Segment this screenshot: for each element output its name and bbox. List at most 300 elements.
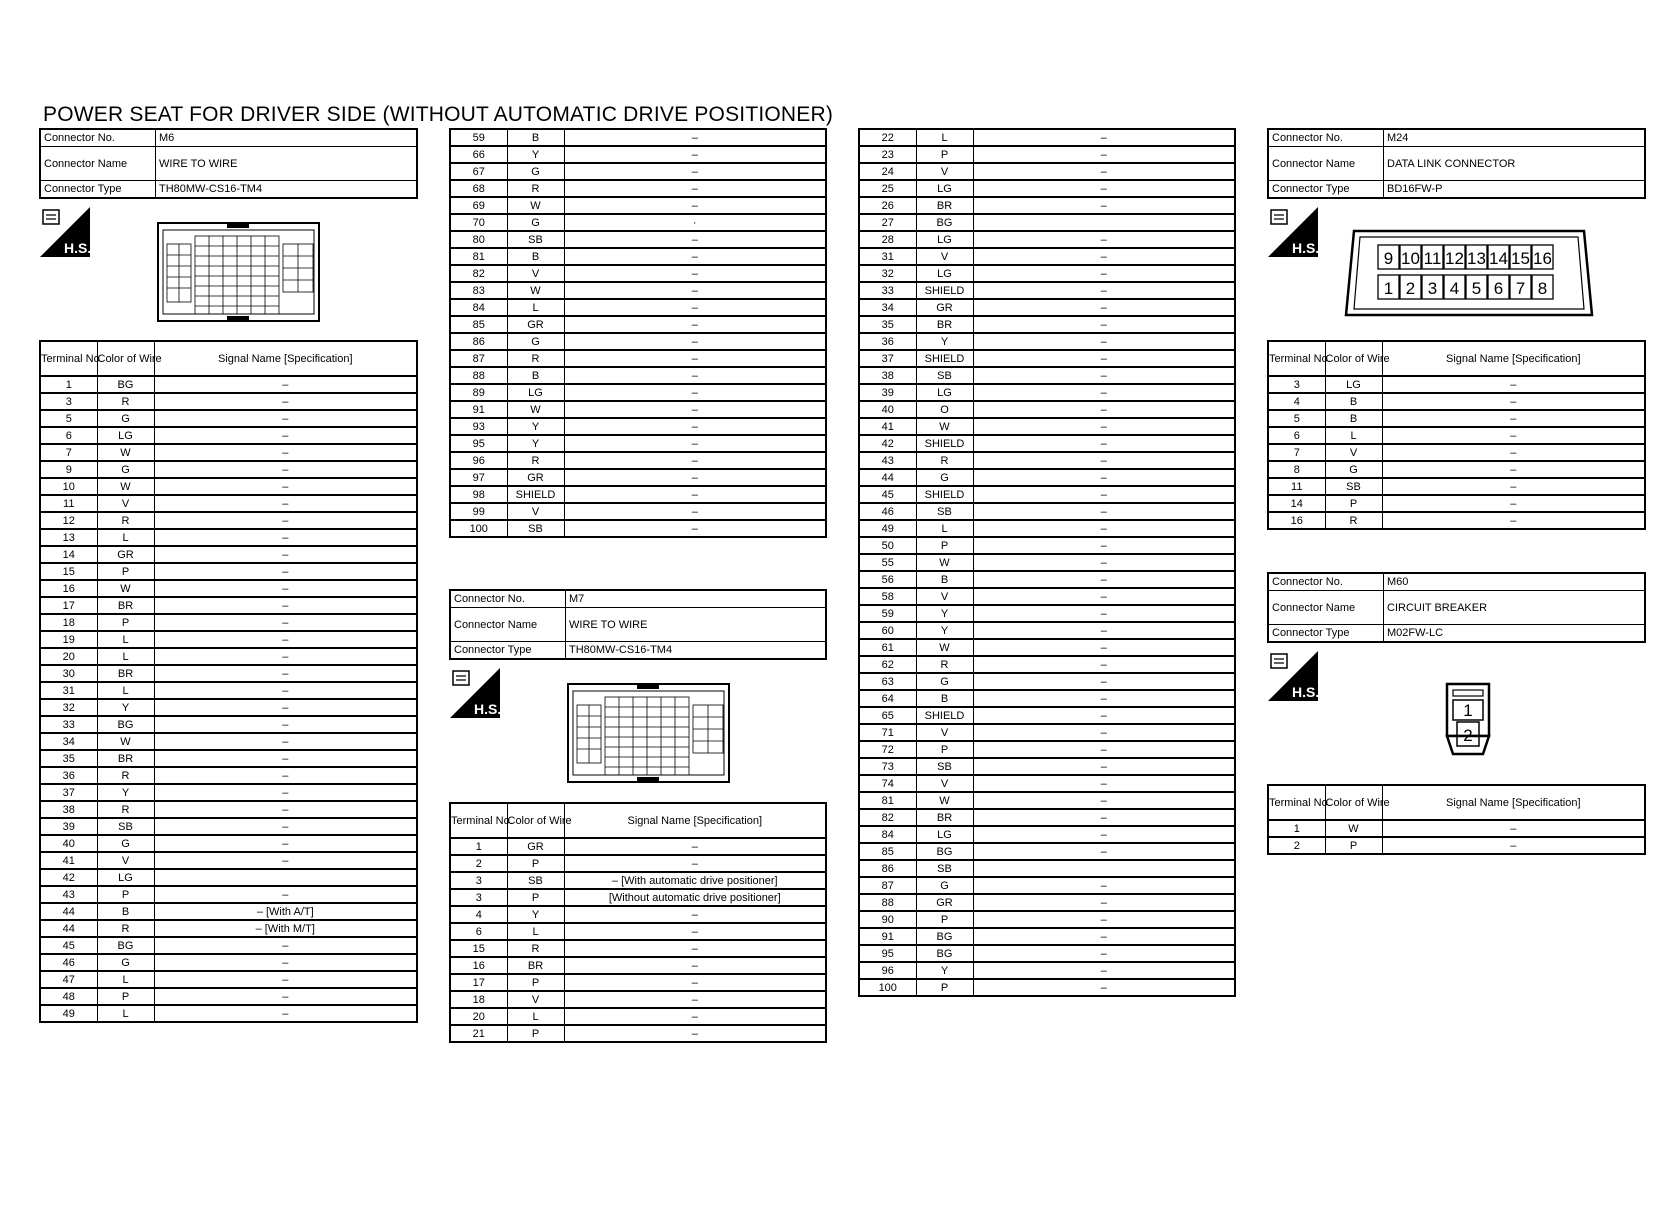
table-row (859, 214, 1235, 231)
table-row (1268, 495, 1645, 512)
table-row (450, 248, 826, 265)
connector-type-label: Connector Type (450, 642, 566, 660)
wire-color-cell: G (97, 835, 154, 852)
wire-color-cell: W (97, 478, 154, 495)
table-row (859, 605, 1235, 622)
terminal-no-cell: 59 (450, 129, 507, 146)
signal-name-cell: – (564, 974, 826, 991)
signal-name-header: Signal Name [Specification] (154, 341, 417, 376)
signal-name-cell: – (564, 520, 826, 537)
wire-color-cell: LG (97, 427, 154, 444)
signal-name-cell: – (973, 894, 1235, 911)
terminal-no-cell: 80 (450, 231, 507, 248)
terminal-no-cell: 33 (40, 716, 97, 733)
terminal-no-cell: 16 (1268, 512, 1325, 529)
m24-pin-label: 14 (1489, 249, 1508, 268)
table-row (40, 784, 417, 801)
terminal-no-cell: 100 (450, 520, 507, 537)
table-row (859, 741, 1235, 758)
terminal-no-cell: 17 (40, 597, 97, 614)
signal-name-cell (973, 214, 1235, 231)
terminal-no-cell: 6 (40, 427, 97, 444)
m24-pin-label: 5 (1471, 279, 1482, 298)
wire-color-cell: R (507, 940, 564, 957)
wire-color-cell: G (97, 410, 154, 427)
signal-name-cell: – (1382, 820, 1645, 837)
signal-name-cell: – (564, 940, 826, 957)
terminal-no-cell: 11 (40, 495, 97, 512)
signal-name-cell: – (564, 350, 826, 367)
terminal-no-cell: 6 (1268, 427, 1325, 444)
signal-name-cell: – (973, 639, 1235, 656)
table-row (450, 974, 826, 991)
table-row (450, 367, 826, 384)
table-row (40, 903, 417, 920)
signal-name-cell: – (154, 801, 417, 818)
signal-name-cell: – (154, 716, 417, 733)
terminal-no-cell: 49 (859, 520, 916, 537)
terminal-no-cell: 16 (450, 957, 507, 974)
terminal-no-cell: 49 (40, 1005, 97, 1022)
terminal-no-cell: 44 (40, 903, 97, 920)
wire-color-cell: R (1325, 512, 1382, 529)
wire-color-cell: L (97, 971, 154, 988)
m7-terminal-table (449, 802, 827, 1043)
m24-pin-label: 1 (1383, 279, 1394, 298)
table-row (859, 435, 1235, 452)
wire-color-cell: BR (97, 750, 154, 767)
wire-color-cell: R (97, 512, 154, 529)
signal-name-cell: – (154, 529, 417, 546)
signal-name-cell: – (973, 724, 1235, 741)
wire-color-cell: GR (507, 469, 564, 486)
table-row (1268, 393, 1645, 410)
signal-name-cell: – (1382, 393, 1645, 410)
terminal-no-cell: 44 (859, 469, 916, 486)
terminal-no-cell: 55 (859, 554, 916, 571)
color-of-wire-header: Color of Wire (1325, 341, 1382, 376)
m60-connector-face-icon (1443, 682, 1493, 757)
terminal-no-cell: 25 (859, 180, 916, 197)
wire-color-cell: SHIELD (916, 350, 973, 367)
table-row (859, 146, 1235, 163)
table-row (450, 180, 826, 197)
table-row (859, 571, 1235, 588)
table-row (450, 316, 826, 333)
wire-color-cell: BG (916, 214, 973, 231)
wire-color-cell: P (507, 889, 564, 906)
table-row (859, 197, 1235, 214)
wire-color-cell: P (97, 988, 154, 1005)
terminal-no-cell: 67 (450, 163, 507, 180)
signal-name-cell: – (973, 350, 1235, 367)
table-row (450, 1025, 826, 1042)
hs-icon (1268, 651, 1318, 701)
m24-pin-label: 11 (1423, 249, 1442, 268)
wire-color-cell: W (916, 639, 973, 656)
terminal-no-header: Terminal No. (450, 803, 507, 838)
terminal-no-cell: 87 (859, 877, 916, 894)
terminal-no-cell: 95 (859, 945, 916, 962)
terminal-no-cell: 34 (40, 733, 97, 750)
signal-name-cell: – (973, 979, 1235, 996)
terminal-no-cell: 82 (450, 265, 507, 282)
signal-name-cell: – (564, 231, 826, 248)
wire-color-cell: L (916, 129, 973, 146)
terminal-no-cell: 60 (859, 622, 916, 639)
color-of-wire-header: Color of Wire (507, 803, 564, 838)
connector-no-value: M60 (1384, 573, 1646, 591)
wire-color-cell: R (507, 180, 564, 197)
signal-name-header: Signal Name [Specification] (564, 803, 826, 838)
m24-connector-face-icon (1344, 229, 1594, 317)
m6-terminal-table-continued (449, 128, 827, 538)
table-row (40, 971, 417, 988)
table-row (450, 957, 826, 974)
signal-name-cell: – (564, 503, 826, 520)
wire-color-cell: BG (916, 945, 973, 962)
wire-color-cell: B (916, 690, 973, 707)
wire-color-cell: Y (507, 146, 564, 163)
signal-name-cell: – (564, 906, 826, 923)
table-row (40, 512, 417, 529)
table-row (40, 818, 417, 835)
terminal-no-cell: 88 (859, 894, 916, 911)
table-row (40, 376, 417, 393)
signal-name-cell: – (564, 469, 826, 486)
terminal-no-cell: 7 (40, 444, 97, 461)
table-row (450, 452, 826, 469)
terminal-no-cell: 31 (859, 248, 916, 265)
wire-color-cell: P (916, 979, 973, 996)
signal-name-cell: – (154, 631, 417, 648)
signal-name-cell: – (154, 1005, 417, 1022)
signal-name-cell: – (973, 605, 1235, 622)
wire-color-cell: Y (916, 622, 973, 639)
signal-name-cell: [Without automatic drive positioner] (564, 889, 826, 906)
terminal-no-cell: 99 (450, 503, 507, 520)
terminal-no-cell: 14 (40, 546, 97, 563)
m6-connector-face-icon (157, 222, 320, 322)
signal-name-cell: – (154, 835, 417, 852)
terminal-no-cell: 4 (1268, 393, 1325, 410)
wire-color-cell: Y (97, 784, 154, 801)
table-row (859, 928, 1235, 945)
terminal-no-cell: 36 (859, 333, 916, 350)
wire-color-cell: GR (916, 299, 973, 316)
signal-name-cell: – (154, 563, 417, 580)
terminal-no-cell: 37 (859, 350, 916, 367)
m24-pin-label: 16 (1533, 249, 1552, 268)
terminal-no-cell: 13 (40, 529, 97, 546)
terminal-no-cell: 95 (450, 435, 507, 452)
terminal-no-cell: 14 (1268, 495, 1325, 512)
table-row (40, 410, 417, 427)
table-row (40, 631, 417, 648)
terminal-no-cell: 8 (1268, 461, 1325, 478)
wire-color-cell: G (507, 214, 564, 231)
terminal-no-cell: 84 (859, 826, 916, 843)
table-row (859, 724, 1235, 741)
terminal-no-cell: 20 (450, 1008, 507, 1025)
terminal-no-cell: 46 (859, 503, 916, 520)
signal-name-cell: – (564, 923, 826, 940)
signal-name-cell: – (154, 954, 417, 971)
wire-color-cell: LG (97, 869, 154, 886)
m6-connector-info (39, 128, 418, 199)
table-row (859, 622, 1235, 639)
terminal-no-cell: 50 (859, 537, 916, 554)
signal-name-cell: – (973, 316, 1235, 333)
wire-color-cell: L (97, 648, 154, 665)
terminal-no-cell: 47 (40, 971, 97, 988)
table-row (450, 906, 826, 923)
table-row (40, 563, 417, 580)
terminal-no-cell: 2 (450, 855, 507, 872)
table-row (1268, 837, 1645, 854)
wire-color-cell: R (97, 767, 154, 784)
table-row (859, 333, 1235, 350)
terminal-no-cell: 3 (1268, 376, 1325, 393)
table-row (40, 920, 417, 937)
wire-color-cell: P (1325, 495, 1382, 512)
wire-color-cell: V (507, 991, 564, 1008)
wire-color-cell: V (97, 852, 154, 869)
table-row (40, 886, 417, 903)
signal-name-cell: – (973, 588, 1235, 605)
table-row (450, 855, 826, 872)
table-row (859, 962, 1235, 979)
signal-name-cell: – (973, 265, 1235, 282)
terminal-no-cell: 32 (40, 699, 97, 716)
table-row (450, 991, 826, 1008)
table-row (859, 384, 1235, 401)
wire-color-cell: R (507, 350, 564, 367)
terminal-no-cell: 42 (859, 435, 916, 452)
wire-color-cell: L (97, 631, 154, 648)
signal-name-cell: – (973, 843, 1235, 860)
signal-name-cell: – (564, 838, 826, 855)
wire-color-cell: V (97, 495, 154, 512)
hs-icon (40, 207, 90, 257)
terminal-no-cell: 24 (859, 163, 916, 180)
wire-color-cell: L (97, 529, 154, 546)
table-row (859, 520, 1235, 537)
terminal-no-cell: 21 (450, 1025, 507, 1042)
m24-pin-label: 13 (1467, 249, 1486, 268)
wire-color-cell: BR (916, 316, 973, 333)
terminal-no-cell: 93 (450, 418, 507, 435)
terminal-no-cell: 10 (40, 478, 97, 495)
signal-name-cell: – (973, 299, 1235, 316)
signal-name-cell: – (973, 367, 1235, 384)
table-row (40, 393, 417, 410)
wire-color-cell: SB (507, 231, 564, 248)
signal-name-cell: – (564, 333, 826, 350)
wire-color-cell: P (97, 563, 154, 580)
signal-name-cell: – (1382, 376, 1645, 393)
terminal-no-cell: 86 (450, 333, 507, 350)
terminal-no-cell: 91 (450, 401, 507, 418)
terminal-no-cell: 31 (40, 682, 97, 699)
wire-color-cell: V (916, 163, 973, 180)
wire-color-cell: L (1325, 427, 1382, 444)
connector-name-value: DATA LINK CONNECTOR (1384, 147, 1646, 181)
terminal-no-cell: 17 (450, 974, 507, 991)
wire-color-cell: BR (97, 665, 154, 682)
wire-color-cell: SHIELD (916, 707, 973, 724)
terminal-no-cell: 81 (859, 792, 916, 809)
wire-color-cell: LG (507, 384, 564, 401)
wire-color-cell: BG (97, 937, 154, 954)
wire-color-cell: G (916, 877, 973, 894)
signal-name-cell: – [With M/T] (154, 920, 417, 937)
signal-name-cell: – (973, 690, 1235, 707)
terminal-no-cell: 15 (40, 563, 97, 580)
terminal-no-cell: 23 (859, 146, 916, 163)
m24-pin-label: 2 (1405, 279, 1416, 298)
signal-name-cell: – (564, 197, 826, 214)
table-row (859, 129, 1235, 146)
signal-name-cell: – (154, 512, 417, 529)
signal-name-cell: – [With A/T] (154, 903, 417, 920)
connector-name-value: WIRE TO WIRE (566, 608, 827, 642)
wire-color-cell: W (916, 418, 973, 435)
signal-name-cell: – (973, 435, 1235, 452)
terminal-no-cell: 85 (450, 316, 507, 333)
signal-name-cell: – (154, 648, 417, 665)
signal-name-cell: – (973, 741, 1235, 758)
terminal-no-cell: 70 (450, 214, 507, 231)
wire-color-cell: V (916, 248, 973, 265)
table-row (40, 665, 417, 682)
signal-name-cell: – (1382, 478, 1645, 495)
wire-color-cell: BG (916, 928, 973, 945)
signal-name-cell: – (973, 537, 1235, 554)
signal-name-cell: – (154, 376, 417, 393)
wire-color-cell: SB (97, 818, 154, 835)
terminal-no-cell: 66 (450, 146, 507, 163)
wire-color-cell: W (916, 792, 973, 809)
signal-name-cell: – (973, 231, 1235, 248)
signal-name-cell: – (154, 767, 417, 784)
signal-name-cell: – (973, 401, 1235, 418)
table-row (1268, 512, 1645, 529)
signal-name-cell: – (973, 571, 1235, 588)
m7-connector-face-icon (567, 683, 730, 783)
terminal-no-cell: 5 (40, 410, 97, 427)
signal-name-cell: – (154, 750, 417, 767)
terminal-no-cell: 27 (859, 214, 916, 231)
table-row (859, 503, 1235, 520)
table-row (1268, 376, 1645, 393)
signal-name-cell: · (564, 214, 826, 231)
signal-name-cell: – (564, 957, 826, 974)
terminal-no-cell: 28 (859, 231, 916, 248)
signal-name-cell: – (564, 1008, 826, 1025)
wire-color-cell: P (916, 911, 973, 928)
table-row (859, 894, 1235, 911)
m24-pin-label: 9 (1383, 249, 1394, 268)
wire-color-cell: SB (1325, 478, 1382, 495)
table-row (859, 843, 1235, 860)
terminal-no-cell: 41 (40, 852, 97, 869)
signal-name-cell: – (564, 991, 826, 1008)
page-title: POWER SEAT FOR DRIVER SIDE (WITHOUT AUTOMATIC DRIVE POSITIONER) (43, 103, 834, 126)
wire-color-cell: LG (916, 180, 973, 197)
table-row (450, 146, 826, 163)
terminal-no-header: Terminal No. (1268, 785, 1325, 820)
wire-color-cell: Y (97, 699, 154, 716)
table-row (859, 180, 1235, 197)
wire-color-cell: G (97, 461, 154, 478)
table-row (40, 852, 417, 869)
signal-name-cell: – (564, 248, 826, 265)
table-row (40, 699, 417, 716)
wire-color-cell: R (97, 393, 154, 410)
m7-terminal-table-continued (858, 128, 1236, 997)
connector-type-value: TH80MW-CS16-TM4 (156, 181, 418, 199)
table-row (859, 299, 1235, 316)
wire-color-cell: LG (916, 231, 973, 248)
table-row (450, 1008, 826, 1025)
signal-name-cell: – (973, 707, 1235, 724)
table-row (40, 733, 417, 750)
terminal-no-cell: 40 (40, 835, 97, 852)
terminal-no-header: Terminal No. (1268, 341, 1325, 376)
terminal-no-cell: 38 (40, 801, 97, 818)
terminal-no-cell: 12 (40, 512, 97, 529)
table-row (450, 923, 826, 940)
wire-color-cell: W (97, 733, 154, 750)
terminal-no-cell: 37 (40, 784, 97, 801)
wire-color-cell: R (916, 656, 973, 673)
wire-color-cell: L (507, 923, 564, 940)
table-row (450, 435, 826, 452)
wire-color-cell: Y (507, 435, 564, 452)
signal-name-cell: – (564, 855, 826, 872)
terminal-no-cell: 43 (859, 452, 916, 469)
wire-color-cell: W (1325, 820, 1382, 837)
terminal-no-cell: 6 (450, 923, 507, 940)
table-row (859, 639, 1235, 656)
terminal-no-cell: 20 (40, 648, 97, 665)
signal-name-cell: – (564, 384, 826, 401)
connector-no-value: M6 (156, 129, 418, 147)
color-of-wire-header: Color of Wire (97, 341, 154, 376)
wire-color-cell: LG (916, 384, 973, 401)
signal-name-cell: – (154, 665, 417, 682)
terminal-no-cell: 4 (450, 906, 507, 923)
table-row (859, 758, 1235, 775)
signal-name-cell: – (1382, 444, 1645, 461)
table-row (859, 367, 1235, 384)
terminal-no-cell: 82 (859, 809, 916, 826)
wire-color-cell: W (507, 282, 564, 299)
table-row (40, 529, 417, 546)
wire-color-cell: R (916, 452, 973, 469)
wire-color-cell: Y (507, 906, 564, 923)
terminal-no-cell: 40 (859, 401, 916, 418)
wire-color-cell: V (507, 503, 564, 520)
signal-name-cell: – (1382, 495, 1645, 512)
wire-color-cell: LG (916, 265, 973, 282)
signal-name-cell: – (154, 818, 417, 835)
wire-color-cell: G (507, 333, 564, 350)
signal-name-header: Signal Name [Specification] (1382, 341, 1645, 376)
connector-no-label: Connector No. (40, 129, 156, 147)
wire-color-cell: P (507, 1025, 564, 1042)
